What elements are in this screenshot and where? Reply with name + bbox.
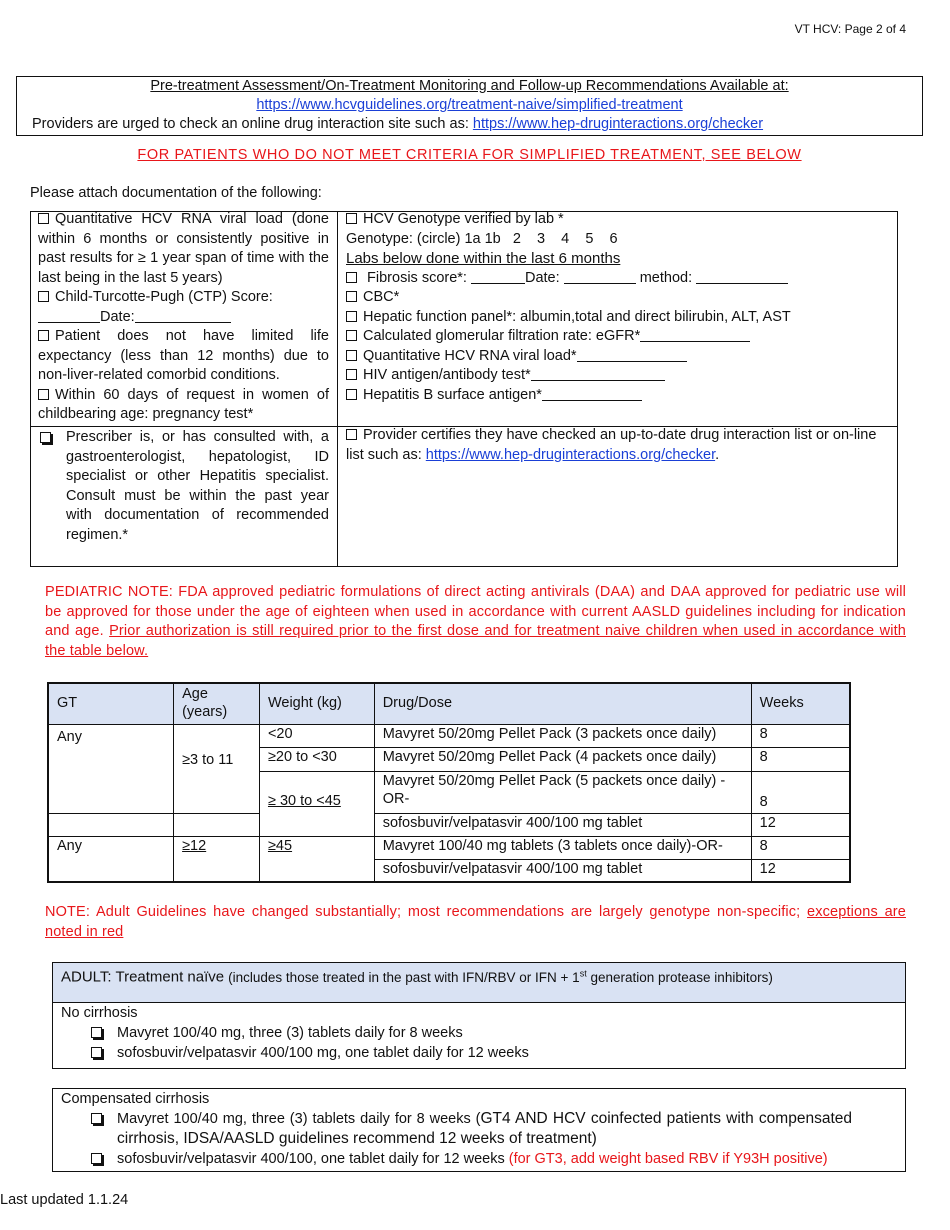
ctp-label: Child-Turcotte-Pugh (CTP) Score: <box>55 289 273 305</box>
checkbox-icon <box>91 1113 102 1124</box>
adult-naive-header <box>53 963 905 1003</box>
subtitle-before: (includes those treated in the past with IFN/RBV or IFN + 1 <box>228 969 580 985</box>
cell-age: ≥3 to 11 <box>174 724 260 813</box>
cbc-label: CBC* <box>363 289 400 305</box>
check-prescriber[interactable] <box>30 428 337 545</box>
checkbox-icon <box>91 1027 102 1038</box>
item-note: GT4 AND HCV coinfected patients with compensated cirrhosis, IDSA/AASLD guidelines recommend 12 weeks of treatment) <box>117 1110 852 1147</box>
checkbox-icon <box>38 213 49 224</box>
list-item[interactable] <box>91 1109 852 1149</box>
rna-load-label: Quantitative HCV RNA viral load (done within 6 months or consistently positive in past results for ≥ 1 year span of time with the last being in the last 5 years) <box>38 211 329 286</box>
check-rna-load-right[interactable] <box>346 347 890 367</box>
cell-drug: Mavyret 50/20mg Pellet Pack (5 packets once daily) -OR- <box>374 771 751 813</box>
attach-label: Please attach documentation of the following: <box>30 185 322 201</box>
cell-weight: ≥20 to <30 <box>259 747 374 771</box>
adult-naive-title: ADULT: Treatment naïve <box>61 968 225 986</box>
checklist-right <box>338 210 898 405</box>
life-expectancy-label: Patient does not have limited life expectancy (less than 12 months) due to non-liver-related comorbid conditions. <box>38 328 329 383</box>
resources-box <box>16 76 923 136</box>
col-weight: Weight (kg) <box>259 683 374 724</box>
item-note-red: (for GT3, add weight based RBV if Y93H positive) <box>508 1151 828 1167</box>
checkbox-icon <box>38 291 49 302</box>
fibrosis-method-label: method: <box>639 269 693 286</box>
adult-note-underlined: exceptions are noted in red <box>45 904 906 940</box>
genotype-circle[interactable]: Genotype: (circle) 1a 1b 2 3 4 5 6 <box>346 230 618 247</box>
cell-weeks: 8 <box>751 836 850 859</box>
pregnancy-label: Within 60 days of request in women of childbearing age: pregnancy test* <box>38 386 329 422</box>
provider-label: Provider certifies they have checked an up-to-date drug interaction list or on-line list such as: <box>346 427 877 463</box>
col-gt: GT <box>48 683 174 724</box>
checkbox-icon <box>91 1153 102 1164</box>
check-genotype[interactable] <box>346 210 890 230</box>
adult-naive-box <box>52 962 906 1069</box>
table-header-row <box>48 683 850 724</box>
check-provider[interactable] <box>338 426 898 465</box>
hepatic-panel-label: Hepatic function panel*: albumin,total and direct bilirubin, ALT, AST <box>363 308 791 325</box>
hiv-label: HIV antigen/antibody test* <box>363 367 531 383</box>
genotype-label: HCV Genotype verified by lab * <box>363 211 564 227</box>
cell-weeks: 8 <box>751 747 850 771</box>
cell-age: ≥12 <box>174 836 260 882</box>
egfr-blank[interactable] <box>640 328 750 342</box>
cell-weeks: 8 <box>751 771 850 813</box>
guidelines-link[interactable]: https://www.hcvguidelines.org/treatment-naive/simplified-treatment <box>256 97 683 113</box>
no-cirrhosis-label: No cirrhosis <box>61 1005 138 1021</box>
compensated-box <box>52 1088 906 1172</box>
table-row <box>48 724 850 747</box>
fibrosis-date-blank[interactable] <box>564 270 636 284</box>
cell-drug: Mavyret 100/40 mg tablets (3 tablets once daily)-OR- <box>374 836 751 859</box>
cell-weight: <20 <box>259 724 374 747</box>
cell-drug: Mavyret 50/20mg Pellet Pack (3 packets once daily) <box>374 724 751 747</box>
interaction-text: Providers are urged to check an online drug interaction site such as: <box>32 116 469 132</box>
checkbox-icon <box>38 330 49 341</box>
cell-age-empty <box>174 813 260 836</box>
item-label: sofosbuvir/velpatasvir 400/100, one tablet daily for 12 weeks <box>117 1151 505 1167</box>
check-ctp[interactable] <box>38 288 329 308</box>
check-hep-b[interactable] <box>346 386 890 406</box>
not-simplified-notice: FOR PATIENTS WHO DO NOT MEET CRITERIA FOR SIMPLIFIED TREATMENT, SEE BELOW <box>137 147 802 163</box>
checkbox-icon <box>346 389 357 400</box>
adult-naive-subtitle <box>228 970 773 985</box>
checkbox-icon <box>346 369 357 380</box>
fibrosis-date-label: Date: <box>524 269 560 286</box>
pediatric-table <box>47 682 851 883</box>
hep-b-label: Hepatitis B surface antigen* <box>363 386 542 403</box>
list-item[interactable] <box>91 1043 897 1063</box>
provider-end: . <box>715 446 720 463</box>
egfr-label: Calculated glomerular filtration rate: eGFR* <box>363 328 641 344</box>
checklist-left <box>30 210 337 425</box>
page-label: VT HCV: Page 2 of 4 <box>794 22 906 36</box>
item-label: Mavyret 100/40 mg, three (3) tablets daily for 8 weeks ( <box>117 1111 481 1127</box>
check-rna-load[interactable] <box>38 210 329 288</box>
prescriber-label: Prescriber is, or has consulted with, a gastroenterologist, hepatologist, ID specialist or other Hepatitis specialist. Consult must be within the past year with documentation of recommended regimen.* <box>66 429 329 543</box>
subtitle-sup: st <box>579 968 587 978</box>
adult-note-text: NOTE: Adult Guidelines have changed substantially; most recommendations are largely genotype non-specific; <box>45 904 801 920</box>
hiv-blank[interactable] <box>531 367 665 381</box>
pediatric-note-text: PEDIATRIC NOTE: FDA approved pediatric formulations of direct acting antivirals (DAA) and DAA approved for pediatric use will be approved for those under the age of eighteen when used in accordance with current AASLD guidelines including for indication and age. <box>45 584 906 639</box>
checkbox-icon <box>346 311 357 322</box>
check-cbc[interactable] <box>346 288 890 308</box>
cell-gt-empty <box>48 813 174 836</box>
fibrosis-blank[interactable] <box>471 270 525 284</box>
cell-drug: sofosbuvir/velpatasvir 400/100 mg tablet <box>374 859 751 882</box>
col-age: Age (years) <box>174 683 260 724</box>
check-egfr[interactable] <box>346 327 890 347</box>
cell-drug: Mavyret 50/20mg Pellet Pack (4 packets once daily) <box>374 747 751 771</box>
checkbox-icon <box>346 213 357 224</box>
cell-weeks: 12 <box>751 813 850 836</box>
checkbox-icon <box>346 429 357 440</box>
check-fibrosis[interactable] <box>346 269 890 289</box>
interaction-link[interactable]: https://www.hep-druginteractions.org/checker <box>472 116 764 132</box>
checkbox-icon <box>38 389 49 400</box>
compensated-label: Compensated cirrhosis <box>61 1091 210 1107</box>
ctp-date-blank[interactable] <box>135 309 231 323</box>
resources-title: Pre-treatment Assessment/On-Treatment Monitoring and Follow-up Recommendations Available at: <box>150 78 789 94</box>
check-life-expectancy[interactable] <box>38 327 329 386</box>
provider-link[interactable]: https://www.hep-druginteractions.org/checker <box>425 446 716 463</box>
checkbox-icon <box>346 330 357 341</box>
labs-heading: Labs below done within the last 6 months <box>346 250 621 267</box>
cell-gt: Any <box>48 836 174 882</box>
cell-weeks: 12 <box>751 859 850 882</box>
pediatric-note <box>45 583 906 661</box>
compensated-list <box>91 1109 852 1169</box>
hep-b-blank[interactable] <box>542 387 642 401</box>
check-hiv[interactable] <box>346 366 890 386</box>
checkbox-icon <box>91 1047 102 1058</box>
col-drug: Drug/Dose <box>374 683 751 724</box>
checkbox-icon <box>346 272 357 283</box>
cell-weeks: 8 <box>751 724 850 747</box>
pediatric-note-underlined: Prior authorization is still required prior to the first dose and for treatment naive children when used in accordance with the table below. <box>45 623 906 659</box>
col-weeks: Weeks <box>751 683 850 724</box>
rna-load-right-label: Quantitative HCV RNA viral load* <box>363 347 577 364</box>
table-row <box>48 836 850 859</box>
item-label: sofosbuvir/velpatasvir 400/100 mg, one tablet daily for 12 weeks <box>117 1045 529 1061</box>
fibrosis-method-blank[interactable] <box>696 270 788 284</box>
item-label: Mavyret 100/40 mg, three (3) tablets daily for 8 weeks <box>117 1025 463 1041</box>
subtitle-after: generation protease inhibitors) <box>586 969 773 985</box>
cell-weight: ≥45 <box>259 836 374 882</box>
check-hepatic-panel[interactable] <box>346 308 890 328</box>
rna-load-blank[interactable] <box>577 348 687 362</box>
checkbox-icon <box>40 432 51 443</box>
list-item[interactable] <box>91 1149 852 1169</box>
cell-gt: Any <box>48 724 174 813</box>
list-item[interactable] <box>91 1023 897 1043</box>
no-cirrhosis-list <box>91 1023 897 1063</box>
cell-weight: ≥ 30 to <45 <box>259 771 374 836</box>
check-pregnancy[interactable] <box>38 386 329 425</box>
ctp-date-label: Date: <box>100 308 135 325</box>
cell-drug: sofosbuvir/velpatasvir 400/100 mg tablet <box>374 813 751 836</box>
ctp-score-blank[interactable] <box>38 309 100 323</box>
fibrosis-label: Fibrosis score*: <box>367 269 467 286</box>
table-row <box>48 813 850 836</box>
last-updated: Last updated 1.1.24 <box>0 1192 129 1208</box>
checkbox-icon <box>346 350 357 361</box>
adult-note <box>45 903 906 942</box>
checkbox-icon <box>346 291 357 302</box>
